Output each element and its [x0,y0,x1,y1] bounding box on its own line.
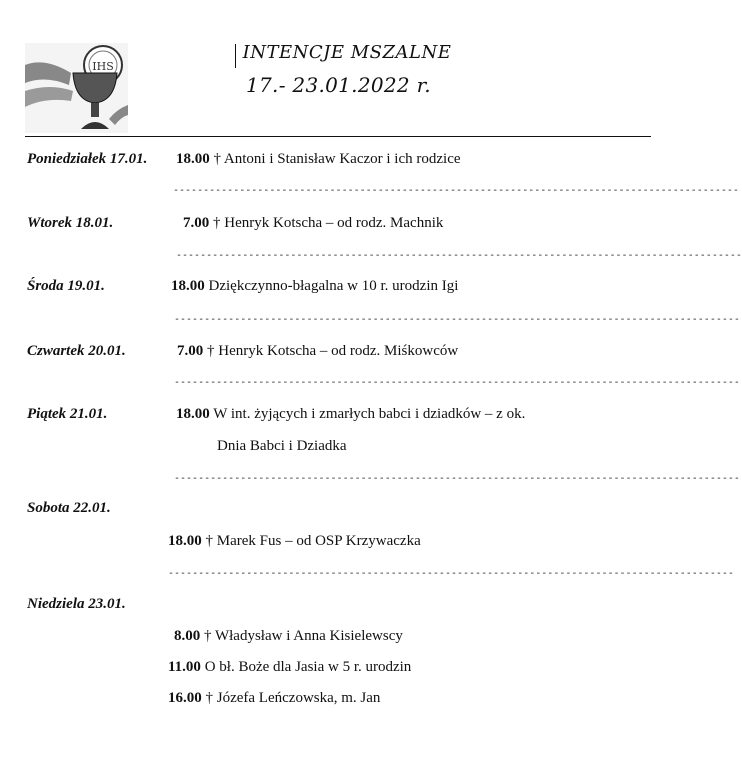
separator-line: ---------------------------------------------------------------------------------------------- [176,250,742,261]
page-title [237,42,457,63]
mass-time: 18.00 [176,406,210,422]
mass-entry [168,690,380,707]
mass-time: 8.00 [174,628,201,644]
separator-line: ---------------------------------------------------------------------------------------------- [168,568,734,579]
day-label-saturday: Sobota 22.01. [27,500,111,516]
day-label-friday: Piątek 21.01. [27,406,108,422]
mass-intention: † Marek Fus – od OSP Krzywaczka [201,533,421,549]
mass-entry [177,343,458,360]
svg-text:IHS: IHS [92,60,114,73]
separator-line: ---------------------------------------------------------------------------------------------- [174,473,740,484]
title-text: INTENCJE MSZALNE [242,42,452,63]
mass-entry [183,215,443,232]
mass-time: 18.00 [171,278,205,294]
mass-intention: † Władysław i Anna Kisielewscy [200,628,403,644]
header-divider [25,136,651,137]
date-range: 17.- 23.01.2022 r. [246,73,431,97]
day-label-tuesday: Wtorek 18.01. [27,215,114,231]
mass-entry [168,533,421,550]
mass-time: 7.00 [183,215,210,231]
separator-line: ---------------------------------------------------------------------------------------------- [174,314,740,325]
mass-intention: † Antoni i Stanisław Kaczor i ich rodzice [209,151,461,167]
day-label-thursday: Czwartek 20.01. [27,343,126,359]
mass-intention: † Henryk Kotscha – od rodz. Machnik [209,215,444,231]
mass-time: 18.00 [176,151,210,167]
mass-time: 7.00 [177,343,204,359]
mass-time: 18.00 [168,533,202,549]
mass-entry [168,659,411,676]
mass-entry [176,151,461,168]
mass-intention: Dziękczynno-błagalna w 10 r. urodzin Igi [204,278,459,294]
mass-intention: O bł. Boże dla Jasia w 5 r. urodzin [200,659,412,675]
mass-intention-continuation: Dnia Babci i Dziadka [217,438,347,454]
day-label-wednesday: Środa 19.01. [27,278,105,294]
chalice-host-icon [25,43,128,133]
mass-intention: † Józefa Leńczowska, m. Jan [201,690,381,706]
mass-intention: † Henryk Kotscha – od rodz. Miśkowców [203,343,459,359]
mass-time: 11.00 [168,659,201,675]
day-label-sunday: Niedziela 23.01. [27,596,126,612]
mass-entry [171,278,458,295]
text-cursor [235,44,236,68]
mass-time: 16.00 [168,690,202,706]
mass-entry [176,406,525,423]
mass-entry [174,628,403,645]
separator-line: ---------------------------------------------------------------------------------------------- [174,377,740,388]
day-label-monday: Poniedziałek 17.01. [27,151,148,167]
separator-line: ---------------------------------------------------------------------------------------------- [173,185,739,196]
mass-intention: W int. żyjących i zmarłych babci i dziadków – z ok. [209,406,526,422]
